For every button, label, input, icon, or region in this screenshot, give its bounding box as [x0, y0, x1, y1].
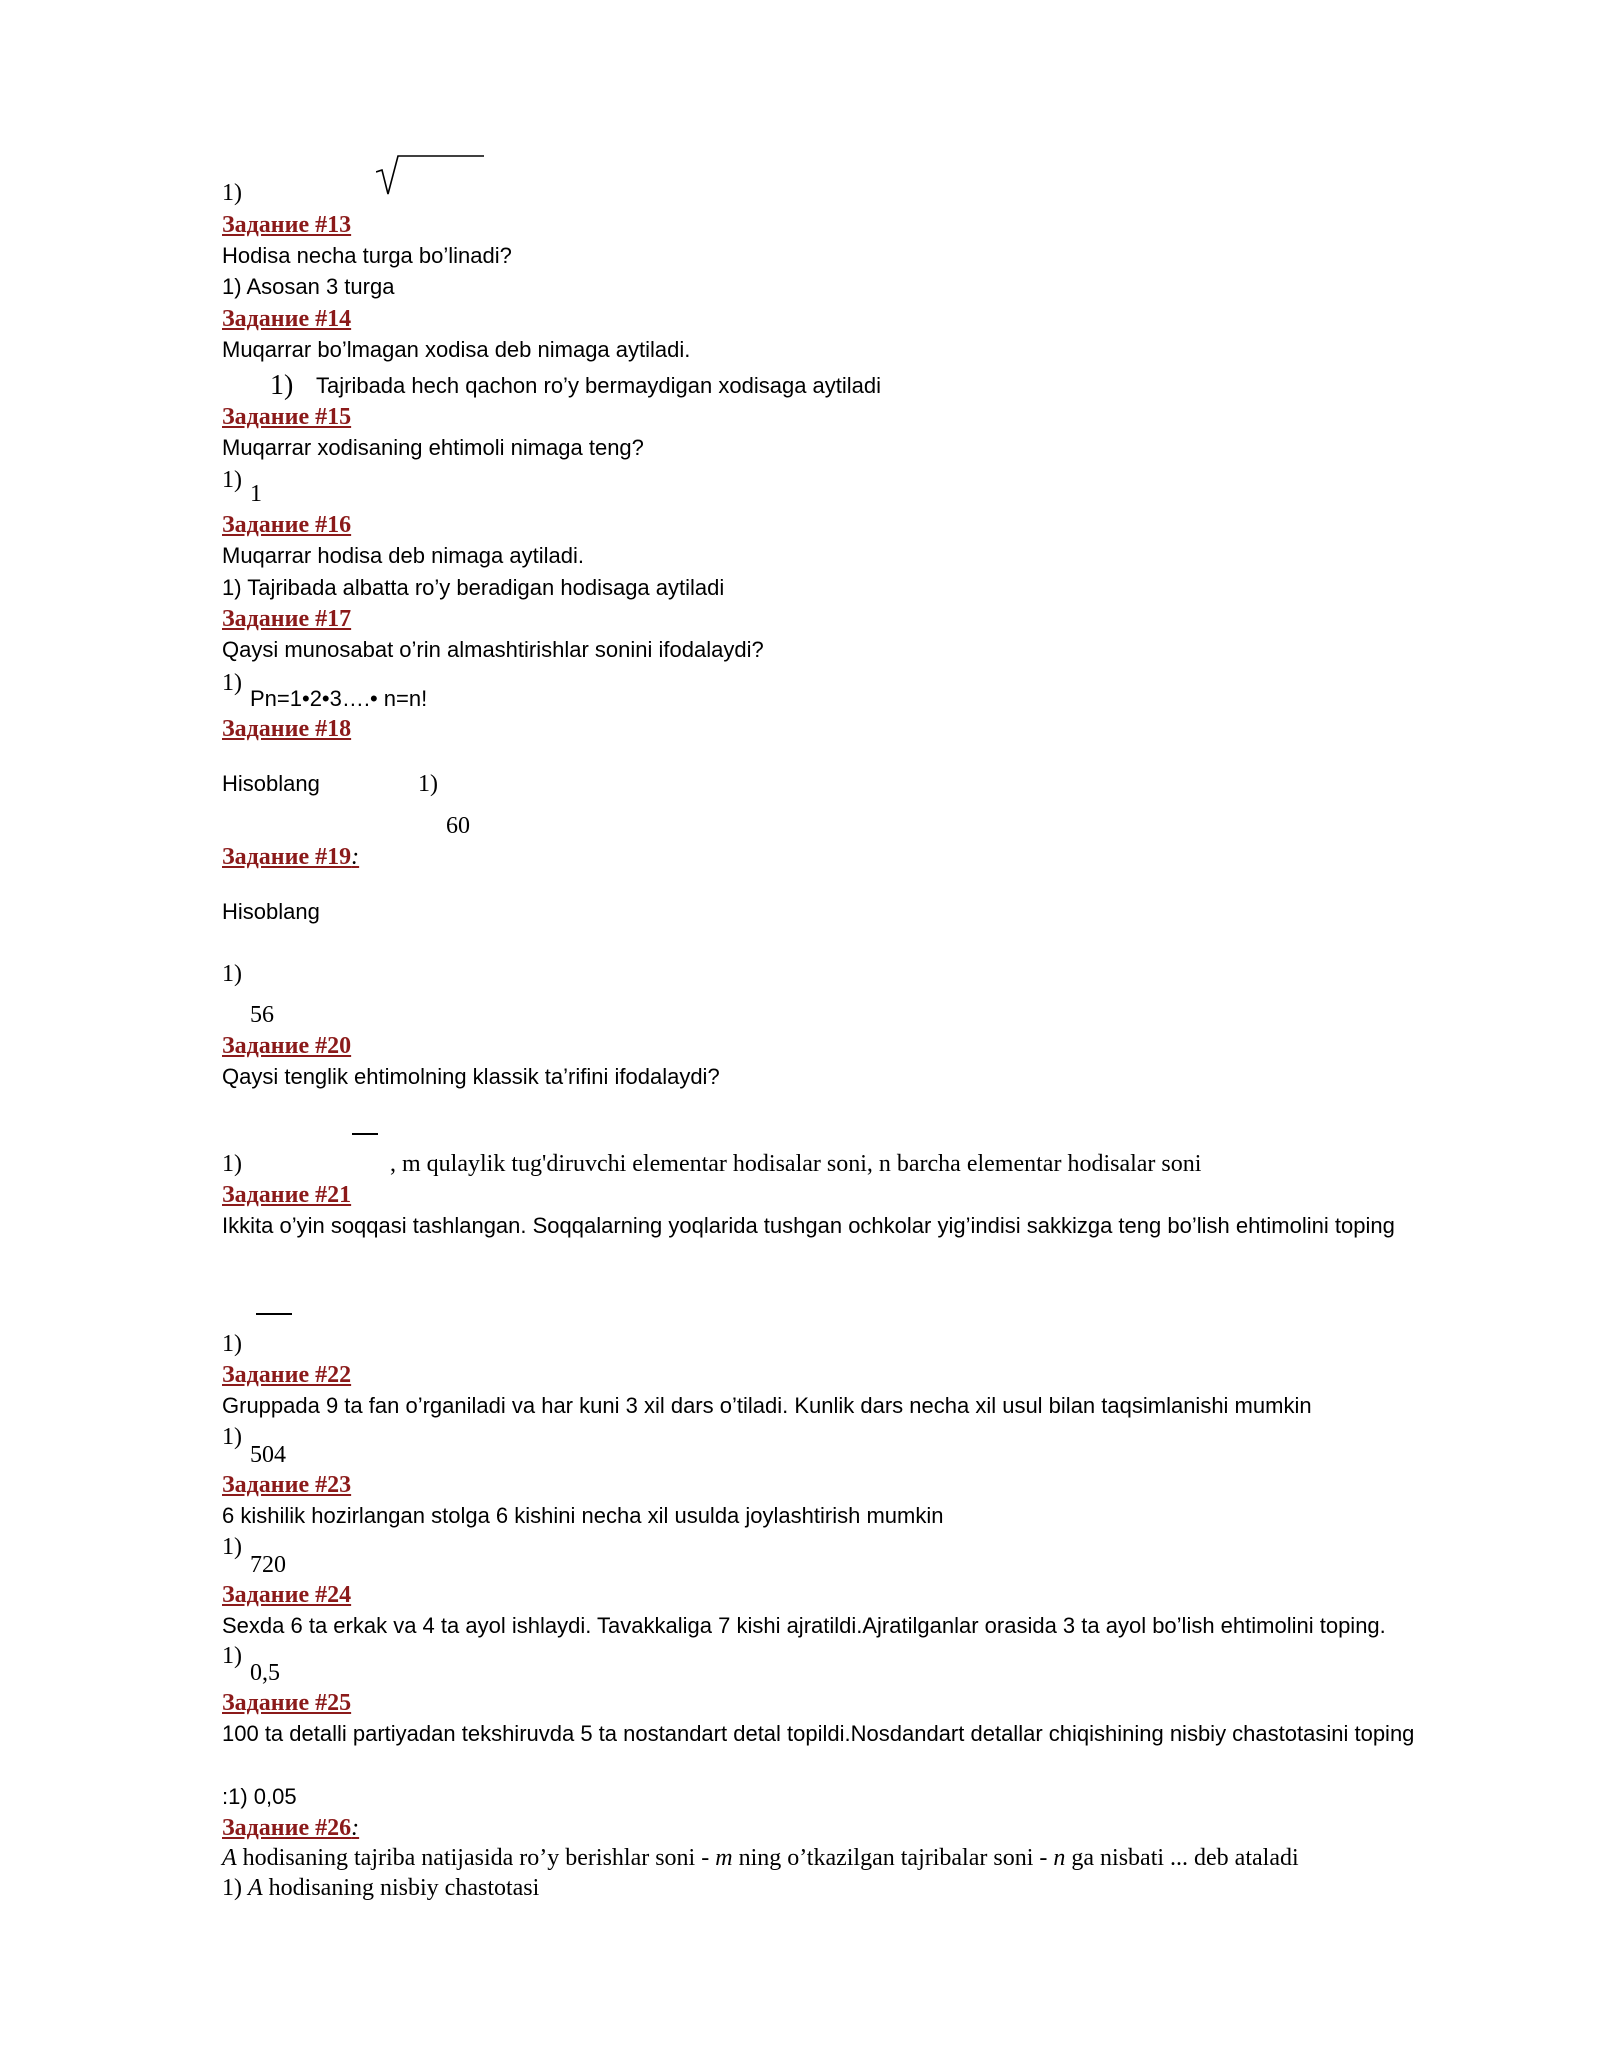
sqrt-symbol	[376, 150, 486, 200]
answer-18: 60	[446, 813, 470, 839]
answer-number-21: 1)	[222, 1331, 242, 1357]
question-25: 100 ta detalli partiyadan tekshiruvda 5 ta nostandart detal topildi.Nosdandart detallar chiqishining nisbiy chastotasini toping	[222, 1721, 1415, 1746]
question-19: Hisoblang	[222, 899, 320, 924]
task-heading-25: Задание #25	[222, 1690, 352, 1716]
task-heading-20: Задание #20	[222, 1033, 352, 1059]
answer-26-num: 1)	[222, 1875, 248, 1901]
question-24: Sexda 6 ta erkak va 4 ta ayol ishlaydi. Tavakkaliga 7 kishi ajratildi.Ajratilganlar orasida 3 ta ayol bo’lish ehtimolini toping.	[222, 1613, 1386, 1638]
answer-22: 504	[250, 1442, 286, 1468]
question-26-a: A	[222, 1845, 237, 1871]
task-heading-19	[222, 844, 359, 871]
task-heading-14: Задание #14	[222, 306, 352, 332]
task-heading-13: Задание #13	[222, 212, 352, 238]
answer-19: 56	[250, 1002, 274, 1028]
question-17: Qaysi munosabat o’rin almashtirishlar sonini ifodalaydi?	[222, 637, 764, 662]
task-heading-26	[222, 1815, 359, 1842]
question-18: Hisoblang	[222, 771, 320, 796]
task-heading-23: Задание #23	[222, 1472, 352, 1498]
answer-23: 720	[250, 1552, 286, 1578]
task-heading-22: Задание #22	[222, 1362, 352, 1388]
task-heading-19-suffix: :	[351, 844, 360, 870]
question-26-c: ning o’tkazilgan tajribalar soni -	[732, 1845, 1054, 1871]
question-20: Qaysi tenglik ehtimolning klassik ta’rifini ifodalaydi?	[222, 1064, 720, 1089]
question-26-b: hodisaning tajriba natijasida ro’y berishlar soni -	[236, 1845, 716, 1871]
fraction-bar	[256, 1313, 292, 1315]
question-26	[222, 1845, 1299, 1872]
question-14: Muqarrar bo’lmagan xodisa deb nimaga aytiladi.	[222, 337, 691, 362]
fraction-bar	[352, 1133, 378, 1135]
answer-13: 1) Asosan 3 turga	[222, 274, 395, 299]
question-23: 6 kishilik hozirlangan stolga 6 kishini necha xil usulda joylashtirish mumkin	[222, 1503, 944, 1528]
answer-number-18: 1)	[418, 771, 438, 797]
answer-26-a: A	[248, 1875, 263, 1901]
answer-25: :1) 0,05	[222, 1784, 297, 1809]
answer-14: Tajribada hech qachon ro’y bermaydigan xodisaga aytiladi	[316, 373, 882, 398]
answer-26	[222, 1875, 539, 1902]
answer-number-14: 1)	[270, 370, 294, 401]
question-26-d: ga nisbati ... deb ataladi	[1065, 1845, 1299, 1871]
answer-24: 0,5	[250, 1660, 280, 1686]
task-heading-26-suffix: :	[351, 1815, 360, 1841]
task-heading-24: Задание #24	[222, 1582, 352, 1608]
question-15: Muqarrar xodisaning ehtimoli nimaga teng?	[222, 435, 644, 460]
question-16: Muqarrar hodisa deb nimaga aytiladi.	[222, 543, 584, 568]
question-21: Ikkita o’yin soqqasi tashlangan. Soqqalarning yoqlarida tushgan ochkolar yig’indisi sakkizga teng bo’lish ehtimolini toping	[222, 1213, 1395, 1238]
answer-number-19: 1)	[222, 961, 242, 987]
task-heading-16: Задание #16	[222, 512, 352, 538]
answer-t12: 1)	[222, 180, 242, 206]
answer-26-rest: hodisaning nisbiy chastotasi	[262, 1875, 540, 1901]
answer-number-24: 1)	[222, 1643, 242, 1669]
answer-16: 1) Tajribada albatta ro’y beradigan hodisaga aytiladi	[222, 575, 725, 600]
question-13: Hodisa necha turga bo’linadi?	[222, 243, 512, 268]
answer-number-20: 1)	[222, 1151, 242, 1177]
answer-number-17: 1)	[222, 670, 242, 696]
answer-number-22: 1)	[222, 1424, 242, 1450]
task-heading-19-text: Задание #19	[222, 844, 352, 870]
answer-number-23: 1)	[222, 1534, 242, 1560]
task-heading-26-text: Задание #26	[222, 1815, 352, 1841]
task-heading-18: Задание #18	[222, 716, 352, 742]
question-26-n: n	[1053, 1845, 1066, 1871]
task-heading-21: Задание #21	[222, 1182, 352, 1208]
answer-15: 1	[250, 481, 262, 507]
answer-17: Pn=1•2•3….• n=n!	[250, 686, 428, 711]
answer-number-15: 1)	[222, 467, 242, 493]
task-heading-15: Задание #15	[222, 404, 352, 430]
question-22: Gruppada 9 ta fan o’rganiladi va har kuni 3 xil dars o’tiladi. Kunlik dars necha xil usul bilan taqsimlanishi mumkin	[222, 1393, 1312, 1418]
answer-20: , m qulaylik tug'diruvchi elementar hodisalar soni, n barcha elementar hodisalar soni	[390, 1151, 1202, 1177]
question-26-m: m	[715, 1845, 733, 1871]
task-heading-17: Задание #17	[222, 606, 352, 632]
